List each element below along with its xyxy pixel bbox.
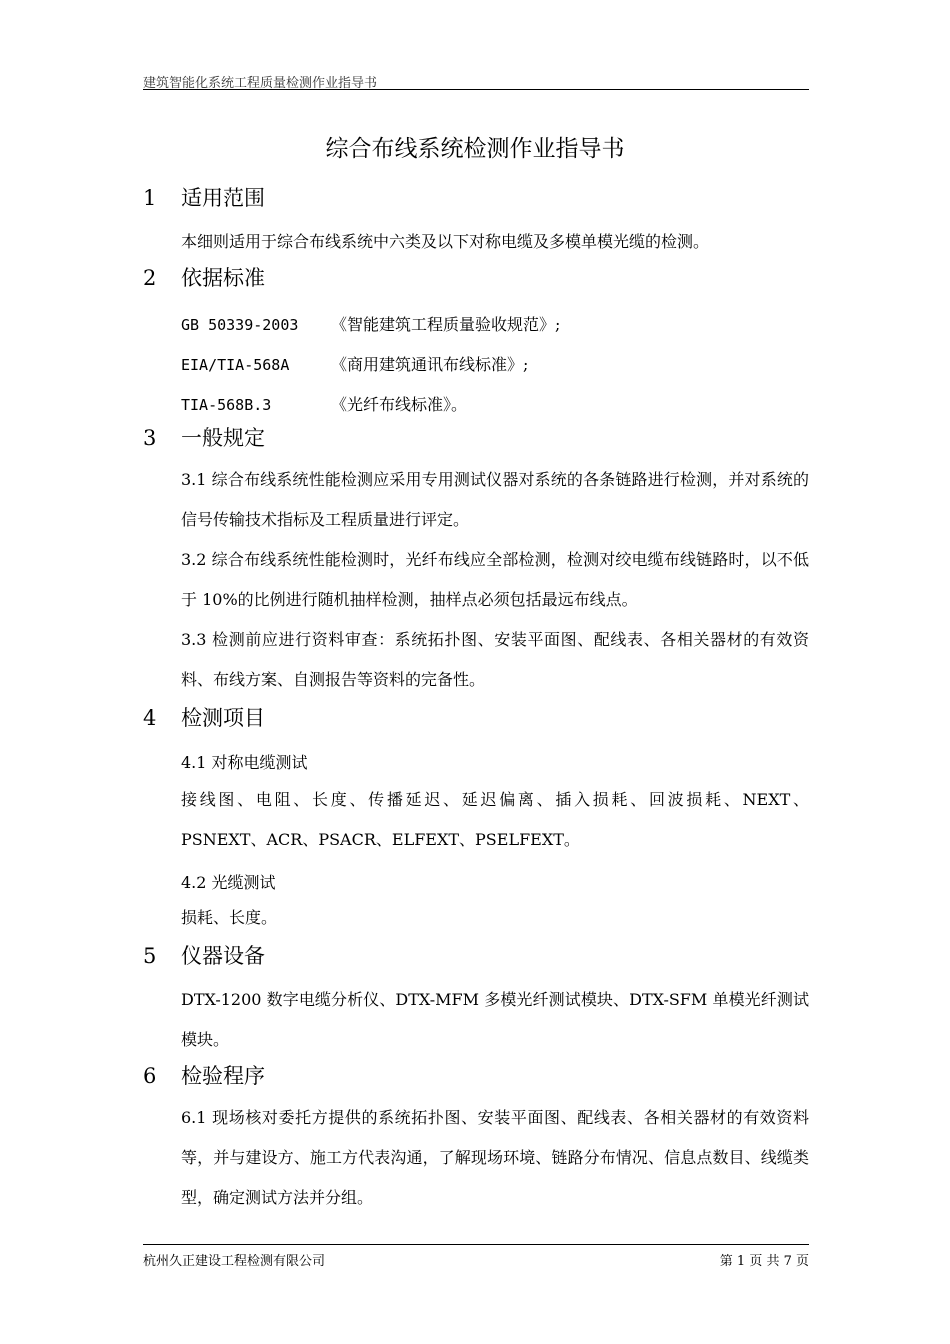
subsection-4-2-title: 4.2 光缆测试 [181, 873, 276, 892]
standard-code: GB 50339-2003 [181, 316, 299, 334]
subsection-4-1-body [143, 780, 809, 860]
standard-item [181, 312, 560, 335]
footer-rule [143, 1244, 809, 1245]
paragraph: 损耗、长度。 [181, 908, 278, 927]
section-number: 2 [143, 266, 157, 290]
section-6-paragraph-1 [143, 1098, 809, 1218]
subsection-4-1-title: 4.1 对称电缆测试 [181, 753, 308, 772]
section-6-heading [143, 1060, 265, 1090]
section-number: 1 [143, 186, 157, 210]
section-5-heading [143, 940, 265, 970]
standard-code: TIA-568B.3 [181, 396, 272, 414]
standard-name: 《智能建筑工程质量验收规范》; [331, 315, 561, 334]
paragraph: 3.2 综合布线系统性能检测时，光纤布线应全部检测，检测对绞电缆布线链路时，以不低于 10%的比例进行随机抽样检测，抽样点必须包括最远布线点。 [181, 550, 809, 609]
section-title: 检验程序 [181, 1064, 265, 1088]
paragraph: 接线图、电阻、长度、传播延迟、延迟偏离、插入损耗、回波损耗、NEXT、PSNEXT、ACR、PSACR、ELFEXT、PSELFEXT。 [181, 790, 809, 849]
paragraph: 3.1 综合布线系统性能检测应采用专用测试仪器对系统的各条链路进行检测，并对系统的信号传输技术指标及工程质量进行评定。 [181, 470, 809, 529]
section-1-body [143, 222, 809, 262]
section-number: 5 [143, 944, 157, 968]
section-3-paragraph-3 [143, 620, 809, 700]
section-number: 4 [143, 706, 157, 730]
section-3-paragraph-2 [143, 540, 809, 620]
paragraph: DTX-1200 数字电缆分析仪、DTX-MFM 多模光纤测试模块、DTX-SFM 单模光纤测试模块。 [181, 990, 809, 1049]
standard-item [181, 392, 467, 415]
section-number: 6 [143, 1064, 157, 1088]
document-title: 综合布线系统检测作业指导书 [325, 136, 625, 162]
paragraph: 3.3 检测前应进行资料审查：系统拓扑图、安装平面图、配线表、各相关器材的有效资料、布线方案、自测报告等资料的完备性。 [181, 630, 809, 689]
paragraph: 本细则适用于综合布线系统中六类及以下对称电缆及多模单模光缆的检测。 [181, 232, 710, 251]
standard-name: 《光纤布线标准》。 [331, 395, 468, 414]
section-title: 依据标准 [181, 266, 265, 290]
standard-item [181, 352, 528, 375]
section-2-heading [143, 262, 265, 292]
section-title: 检测项目 [181, 706, 265, 730]
section-title: 一般规定 [181, 426, 265, 450]
standard-code: EIA/TIA-568A [181, 356, 290, 374]
section-5-body [143, 980, 809, 1060]
footer-page-number: 第 1 页 共 7 页 [719, 1254, 809, 1269]
subsection-4-2-body [143, 898, 809, 938]
standard-name: 《商用建筑通讯布线标准》; [331, 355, 529, 374]
section-4-heading [143, 702, 265, 732]
section-title: 仪器设备 [181, 944, 265, 968]
header-rule [143, 89, 809, 90]
section-1-heading [143, 182, 265, 212]
paragraph: 6.1 现场核对委托方提供的系统拓扑图、安装平面图、配线表、各相关器材的有效资料等，并与建设方、施工方代表沟通，了解现场环境、链路分布情况、信息点数目、线缆类型，确定测试方法并分组。 [181, 1108, 809, 1207]
section-number: 3 [143, 426, 157, 450]
section-title: 适用范围 [181, 186, 265, 210]
footer-company: 杭州久正建设工程检测有限公司 [143, 1254, 326, 1269]
section-3-paragraph-1 [143, 460, 809, 540]
running-header: 建筑智能化系统工程质量检测作业指导书 [143, 76, 378, 91]
section-3-heading [143, 422, 265, 452]
